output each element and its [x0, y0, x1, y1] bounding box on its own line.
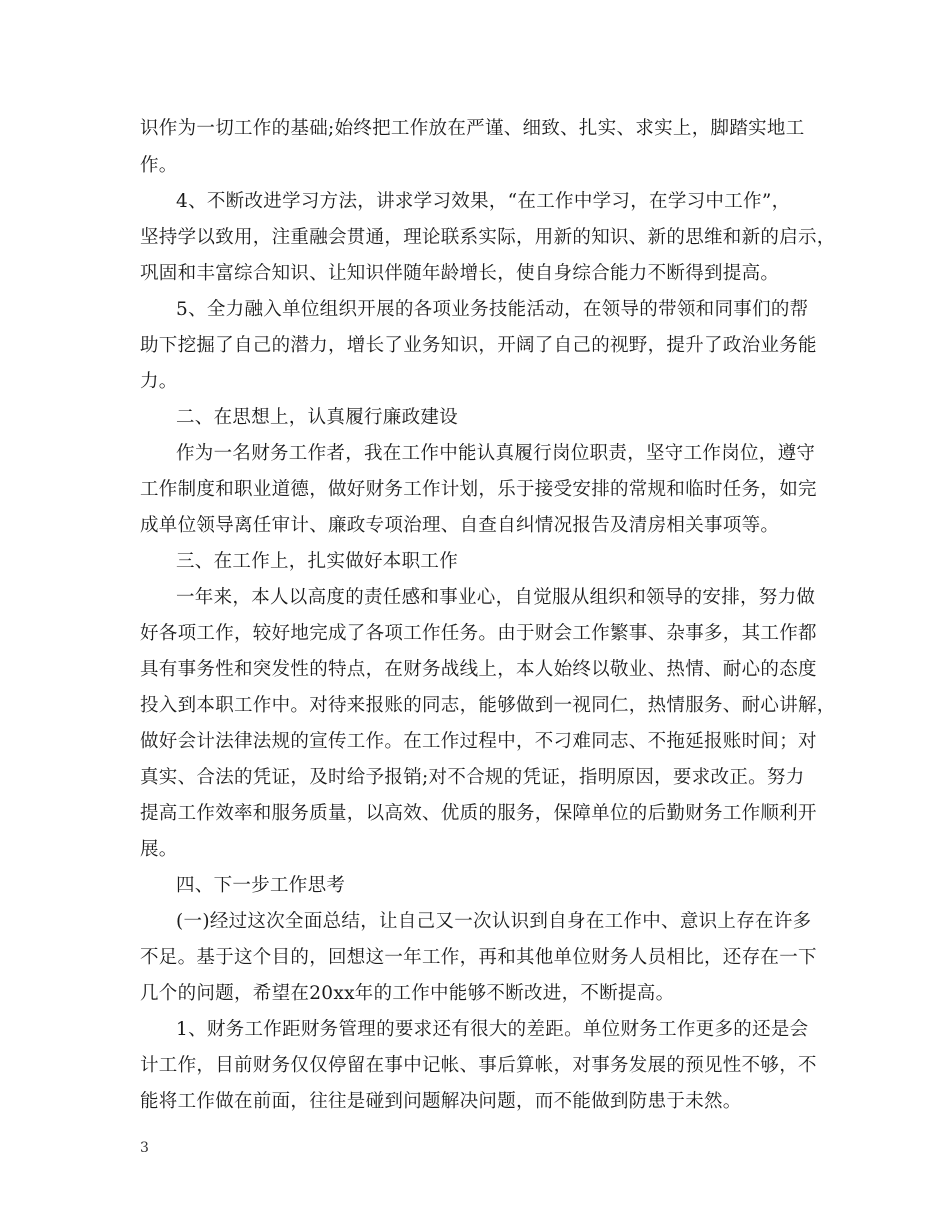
text-line: 4、不断改进学习方法，讲求学习效果，“在工作中学习，在学习中工作”， — [176, 191, 791, 212]
page-number: 3 — [140, 1140, 149, 1156]
text-line: 巩固和丰富综合知识、让知识伴随年龄增长，使自身综合能力不断得到提高。 — [140, 263, 780, 284]
text-line: 成单位领导离任审计、廉政专项治理、自查自纠情况报告及清房相关事项等。 — [140, 515, 780, 536]
text-line: 识作为一切工作的基础;始终把工作放在严谨、细致、扎实、求实上，脚踏实地工 — [140, 118, 805, 139]
text-line: 力。 — [140, 371, 178, 392]
text-line: 几个的问题，希望在20xx年的工作中能够不断改进，不断提高。 — [140, 983, 675, 1004]
text-line: 提高工作效率和服务质量，以高效、优质的服务，保障单位的后勤财务工作顺利开 — [140, 803, 817, 824]
text-line: (一)经过这次全面总结，让自己又一次认识到自身在工作中、意识上存在许多 — [176, 911, 812, 932]
text-line: 投入到本职工作中。对待来报账的同志，能够做到一视同仁，热情服务、耐心讲解， — [140, 695, 836, 716]
text-line: 具有事务性和突发性的特点，在财务战线上，本人始终以敬业、热情、耐心的态度 — [140, 659, 817, 680]
text-line: 真实、合法的凭证，及时给予报销;对不合规的凭证，指明原因，要求改正。努力 — [140, 767, 805, 788]
section-heading: 三、在工作上，扎实做好本职工作 — [176, 551, 459, 572]
text-line: 一年来，本人以高度的责任感和事业心，自觉服从组织和领导的安排，努力做 — [176, 587, 816, 608]
text-line: 能将工作做在前面，往往是碰到问题解决问题，而不能做到防患于未然。 — [140, 1091, 742, 1112]
text-line: 计工作，目前财务仅仅停留在事中记帐、事后算帐，对事务发展的预见性不够，不 — [140, 1055, 817, 1076]
text-line: 作。 — [140, 155, 178, 176]
text-line: 助下挖掘了自己的潜力，增长了业务知识，开阔了自己的视野，提升了政治业务能 — [140, 335, 817, 356]
text-line: 不足。基于这个目的，回想这一年工作，再和其他单位财务人员相比，还存在一下 — [140, 947, 817, 968]
text-line: 坚持学以致用，注重融会贯通，理论联系实际，用新的知识、新的思维和新的启示， — [140, 227, 836, 248]
text-line: 作为一名财务工作者，我在工作中能认真履行岗位职责，坚守工作岗位，遵守 — [176, 443, 816, 464]
text-line: 做好会计法律法规的宣传工作。在工作过程中，不刁难同志、不拖延报账时间；对 — [140, 731, 817, 752]
text-line: 好各项工作，较好地完成了各项工作任务。由于财会工作繁事、杂事多，其工作都 — [140, 623, 817, 644]
text-line: 1、财务工作距财务管理的要求还有很大的差距。单位财务工作更多的还是会 — [176, 1019, 809, 1040]
text-line: 5、全力融入单位组织开展的各项业务技能活动，在领导的带领和同事们的帮 — [176, 299, 809, 320]
section-heading: 四、下一步工作思考 — [176, 875, 346, 896]
text-line: 工作制度和职业道德，做好财务工作计划，乐于接受安排的常规和临时任务，如完 — [140, 479, 817, 500]
section-heading: 二、在思想上，认真履行廉政建设 — [176, 407, 459, 428]
text-line: 展。 — [140, 839, 178, 860]
